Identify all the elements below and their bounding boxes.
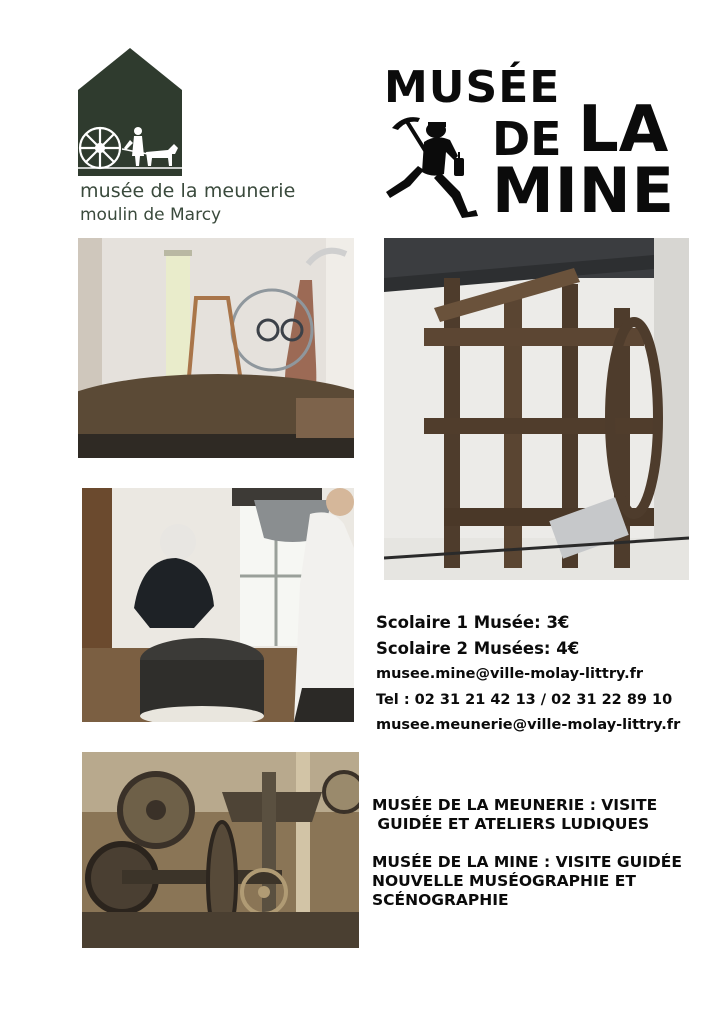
mine-visit-description: MUSÉE DE LA MINE : VISITE GUIDÉE NOUVELLE MUSÉOGRAPHIE ET SCÉNOGRAPHIE <box>372 853 682 909</box>
steam-engine-illustration <box>384 238 689 580</box>
price-two-museums: Scolaire 2 Musées: 4€ <box>376 639 580 658</box>
millstone-workshop-photo <box>82 488 354 722</box>
workshop-illustration <box>82 488 354 722</box>
meunerie-logo <box>78 48 318 233</box>
steam-engine-photo <box>384 238 689 580</box>
gears-illustration <box>82 752 359 948</box>
meunerie-name: musée de la meunerie <box>80 180 296 202</box>
mine-logo-la: LA <box>578 93 669 167</box>
mine-logo <box>384 62 684 227</box>
mine-diorama-photo <box>78 238 354 458</box>
email-mine[interactable]: musee.mine@ville-molay-littry.fr <box>376 666 644 682</box>
meunerie-subtitle: moulin de Marcy <box>80 205 222 225</box>
diorama-illustration <box>78 238 354 458</box>
meunerie-visit-description: MUSÉE DE LA MEUNERIE : VISITE GUIDÉE ET ATELIERS LUDIQUES <box>372 796 658 833</box>
mill-house-logo-icon <box>78 48 188 178</box>
mine-logo-musee: MUSÉE <box>384 62 561 113</box>
miner-silhouette-icon <box>384 112 484 222</box>
email-meunerie[interactable]: musee.meunerie@ville-molay-littry.fr <box>376 717 681 733</box>
mine-logo-mine: MINE <box>492 154 676 227</box>
mill-gears-photo <box>82 752 359 948</box>
price-one-museum: Scolaire 1 Musée: 3€ <box>376 613 570 632</box>
phone-numbers: Tel : 02 31 21 42 13 / 02 31 22 89 10 <box>376 692 673 708</box>
mine-logo-de: DE <box>492 112 562 166</box>
